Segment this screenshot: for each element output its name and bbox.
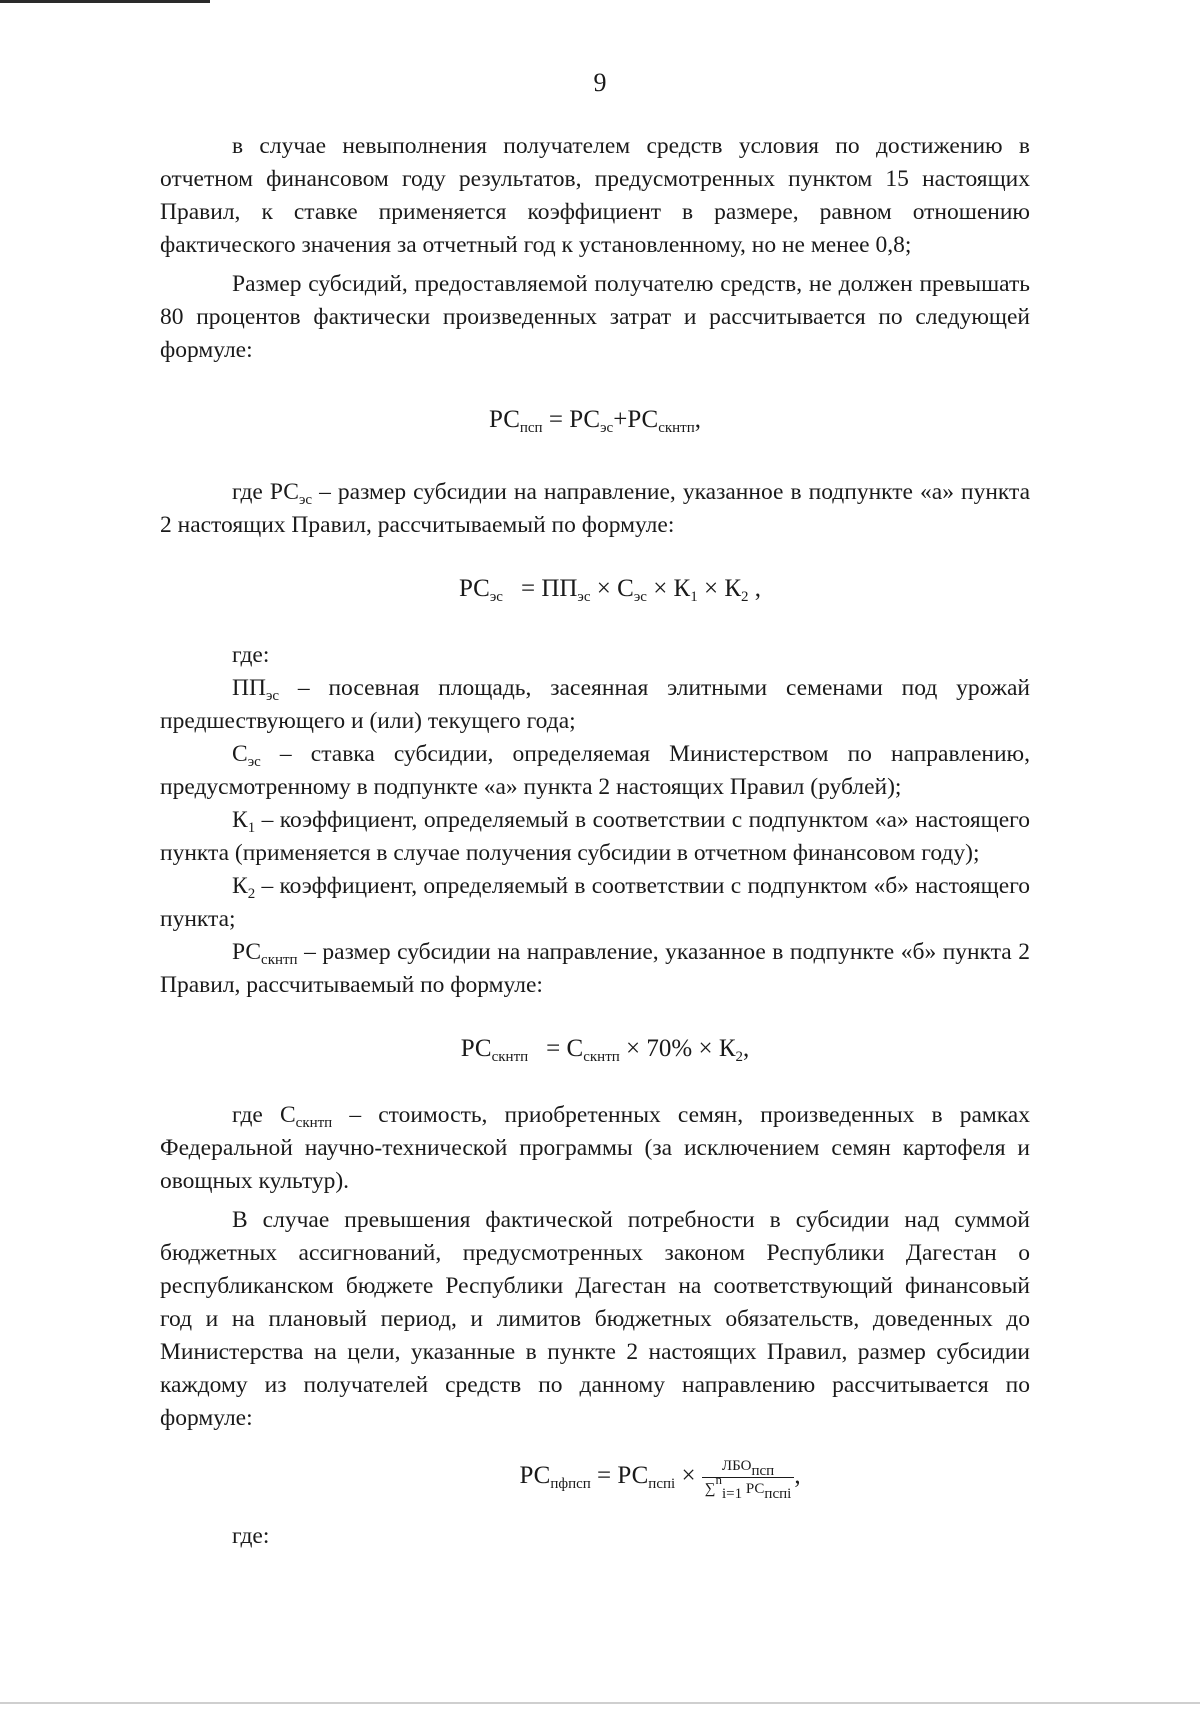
formula-symbol: ПП	[541, 575, 578, 602]
formula-symbol: С	[566, 1035, 584, 1062]
formula-subscript: пспi	[764, 1486, 792, 1502]
paragraph-rs-es-definition	[160, 476, 1030, 542]
formula-symbol: РС	[458, 575, 490, 602]
where-label: где:	[232, 642, 270, 668]
formula-symbol: ЛБО	[721, 1458, 752, 1474]
formula-symbol: К	[724, 575, 742, 602]
formula-operator: ×	[619, 1035, 647, 1062]
text-fragment: – размер субсидии на направление, указанное в подпункте «б» пункта 2 Правил, рассчитываемый по формуле:	[160, 939, 1030, 998]
definition-pp-es	[160, 672, 1030, 738]
text-fragment: – коэффициент, определяемый в соответствии с подпунктом «а» настоящего пункта (применяется в случае получения субсидии в отчетном финансовом году);	[160, 807, 1030, 866]
text-fragment: ПП	[232, 675, 266, 701]
text-fragment: где РС	[232, 479, 299, 505]
formula-operator: =	[520, 575, 542, 602]
sum-symbol: ∑	[704, 1481, 716, 1497]
text-fragment: – ставка субсидии, определяемая Министерством по направлению, предусмотренному в подпункте «а» пункта 2 настоящих Правил (рублей);	[160, 741, 1030, 800]
document-body	[160, 130, 1030, 1553]
formula-subscript: скнтп	[491, 1049, 529, 1065]
formula-subscript: пфпсп	[550, 1476, 591, 1493]
formula-operator: +	[613, 406, 628, 433]
formula-subscript: 1	[690, 589, 698, 605]
text-fragment: – посевная площадь, засеянная элитными семенами под урожай предшествующего и (или) текущего года;	[160, 675, 1030, 734]
formula-symbol: К	[718, 1035, 736, 1062]
formula-subscript: 2	[735, 1049, 744, 1065]
formula-subscript: псп	[751, 1463, 775, 1479]
definition-k1	[160, 804, 1030, 870]
formula-subscript: скнтп	[658, 420, 695, 436]
paragraph-subsidy-size: Размер субсидий, предоставляемой получателю средств, не должен превышать 80 процентов фактически произведенных затрат и рассчитывается по следующей формуле:	[160, 271, 1030, 363]
formula-subscript: эс	[489, 589, 503, 605]
formula-symbol: РС	[519, 1462, 551, 1490]
formula-punct: ,	[743, 1035, 750, 1062]
scan-edge-mark	[0, 0, 210, 3]
paragraph-excess-demand: В случае превышения фактической потребности в субсидии над суммой бюджетных ассигнований, предусмотренных законом Республики Дагестан о республиканском бюджете Республики Дагестан на соответствующий финансовый год и на плановый период, и лимитов бюджетных обязательств, доведенных до Министерства на цели, указанные в пункте 2 настоящих Правил, размер субсидии каждому из получателей средств по данному направлению рассчитывается по формуле:	[160, 1207, 1030, 1431]
formula-operator: =	[542, 406, 570, 433]
where-label-final: где:	[232, 1523, 270, 1549]
text-fragment: где С	[232, 1102, 296, 1128]
text-subscript: эс	[265, 688, 280, 704]
formula-operator: ×	[646, 575, 674, 602]
formula-rs-skntp	[160, 1032, 1030, 1065]
definition-c-skntp	[160, 1099, 1030, 1198]
formula-subscript: i=1	[722, 1486, 743, 1502]
formula-symbol: РС	[617, 1462, 649, 1490]
formula-rs-es	[160, 572, 1030, 605]
text-fragment: – стоимость, приобретенных семян, произведенных в рамках Федеральной научно-технической программы (за исключением семян картофеля и овощных культур).	[160, 1102, 1030, 1194]
text-subscript: эс	[247, 754, 261, 770]
formula-punct: ,	[694, 406, 702, 433]
definition-c-es	[160, 738, 1030, 804]
definition-rs-skntp	[160, 936, 1030, 1002]
formula-symbol: РС	[488, 406, 520, 433]
scan-edge-line	[0, 1702, 1200, 1704]
page-number: 9	[593, 68, 607, 97]
formula-operator: ×	[697, 575, 725, 602]
formula-superscript: n	[715, 1472, 722, 1487]
text-subscript: скнтп	[261, 952, 298, 968]
text-subscript: 2	[247, 886, 256, 902]
formula-subscript: эс	[633, 589, 647, 605]
formula-operator: ×	[692, 1035, 719, 1062]
formula-symbol: РС	[460, 1035, 492, 1062]
text-fragment: – коэффициент, определяемый в соответствии с подпунктом «б» настоящего пункта;	[160, 873, 1030, 932]
formula-value: 70%	[646, 1035, 693, 1062]
formula-subscript: скнтп	[583, 1049, 620, 1065]
formula-rs-psp	[160, 403, 1030, 436]
formula-subscript: эс	[577, 589, 591, 605]
formula-operator: ×	[590, 575, 618, 602]
fraction-denominator	[702, 1472, 795, 1502]
formula-fraction	[702, 1457, 795, 1502]
formula-symbol: РС	[742, 1481, 765, 1497]
formula-symbol: РС	[627, 406, 659, 433]
formula-subscript: 2	[741, 589, 749, 605]
text-fragment: РС	[232, 939, 262, 965]
formula-operator: ×	[675, 1462, 702, 1490]
formula-operator: =	[590, 1462, 618, 1490]
formula-subscript: пспi	[648, 1476, 676, 1493]
text-fragment: К	[232, 873, 248, 899]
text-fragment: – размер субсидии на направление, указанное в подпункте «а» пункта 2 настоящих Правил, рассчитываемый по формуле:	[160, 479, 1030, 538]
formula-subscript: эс	[600, 420, 614, 436]
formula-operator: =	[546, 1035, 567, 1062]
formula-rs-pfpsp	[160, 1457, 1030, 1502]
formula-punct: ,	[748, 575, 762, 602]
text-subscript: скнтп	[295, 1115, 333, 1131]
text-subscript: эс	[298, 492, 313, 508]
text-fragment: С	[232, 741, 248, 767]
paragraph-condition: в случае невыполнения получателем средств условия по достижению в отчетном финансовом году результатов, предусмотренных пунктом 15 настоящих Правил, к ставке применяется коэффициент в размере, равном отношению фактического значения за отчетный год к установленному, но не менее 0,8;	[160, 133, 1030, 258]
formula-subscript: псп	[519, 420, 543, 436]
formula-symbol: К	[673, 575, 691, 602]
formula-symbol: С	[617, 575, 634, 602]
text-fragment: К	[232, 807, 248, 833]
text-subscript: 1	[247, 820, 256, 836]
formula-punct: ,	[794, 1462, 801, 1490]
formula-symbol: РС	[569, 406, 601, 433]
definition-k2	[160, 870, 1030, 936]
